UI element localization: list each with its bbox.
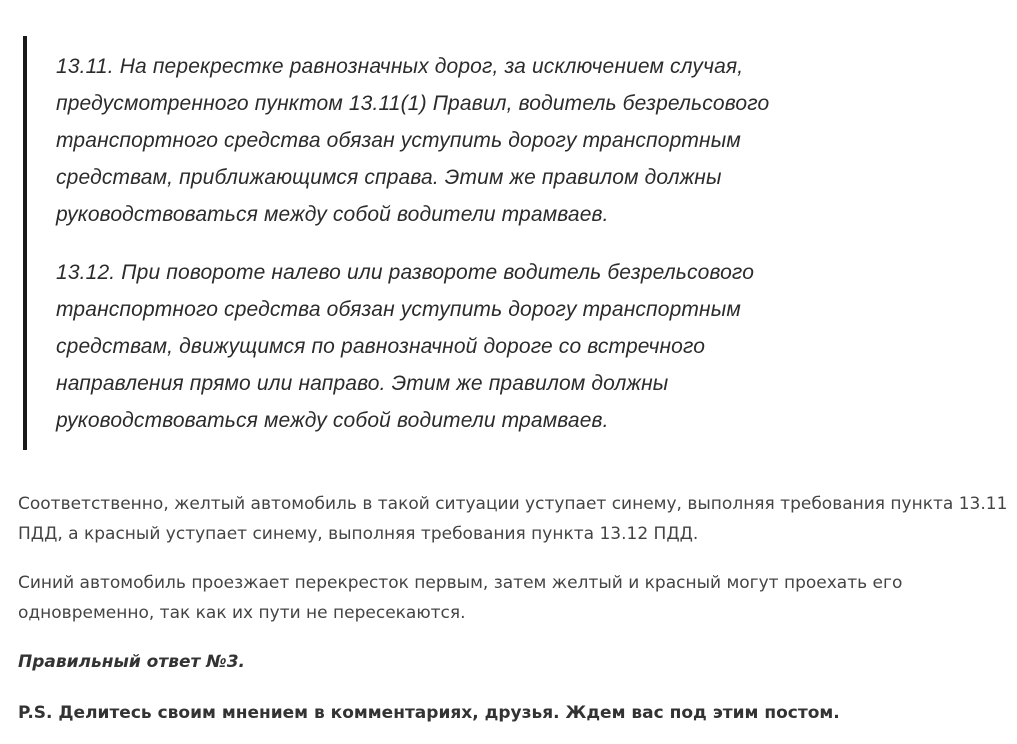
rule-13-12-line: транспортного средства обязан уступить дорогу транспортным: [56, 298, 741, 321]
rule-13-12-line: 13.12. При повороте налево или развороте водитель безрельсового: [56, 261, 755, 284]
rule-13-11-line: 13.11. На перекрестке равнозначных дорог, за исключением случая,: [56, 55, 744, 78]
rule-13-12: [56, 254, 754, 439]
explanation-line: ПДД, а красный уступает синему, выполняя требования пункта 13.12 ПДД.: [18, 524, 699, 544]
order-line: одновременно, так как их пути не пересекаются.: [18, 603, 466, 623]
order-paragraph: [18, 568, 1013, 628]
quote-bar: [23, 36, 27, 450]
order-line: Синий автомобиль проезжает перекресток первым, затем желтый и красный могут проехать его: [18, 573, 903, 593]
rule-13-11-line: средствам, приближающимся справа. Этим же правилом должны: [56, 166, 722, 189]
rule-13-11-line: транспортного средства обязан уступить дорогу транспортным: [56, 129, 741, 152]
rule-13-12-line: направления прямо или направо. Этим же правилом должны: [56, 372, 669, 395]
rule-13-11-line: предусмотренного пунктом 13.11(1) Правил, водитель безрельсового: [56, 92, 770, 115]
rule-13-12-line: средствам, движущимся по равнозначной дороге со встречного: [56, 335, 706, 358]
rule-13-11: [56, 48, 769, 233]
postscript: P.S. Делитесь своим мнением в комментариях, друзья. Ждем вас под этим постом.: [18, 703, 840, 723]
correct-answer: Правильный ответ №3.: [18, 652, 246, 672]
rule-13-12-line: руководствоваться между собой водители трамваев.: [56, 409, 609, 432]
rule-13-11-line: руководствоваться между собой водители трамваев.: [56, 203, 609, 226]
explanation-line: Соответственно, желтый автомобиль в такой ситуации уступает синему, выполняя требования пункта 13.11: [18, 494, 1008, 514]
explanation-paragraph: [18, 489, 1013, 549]
